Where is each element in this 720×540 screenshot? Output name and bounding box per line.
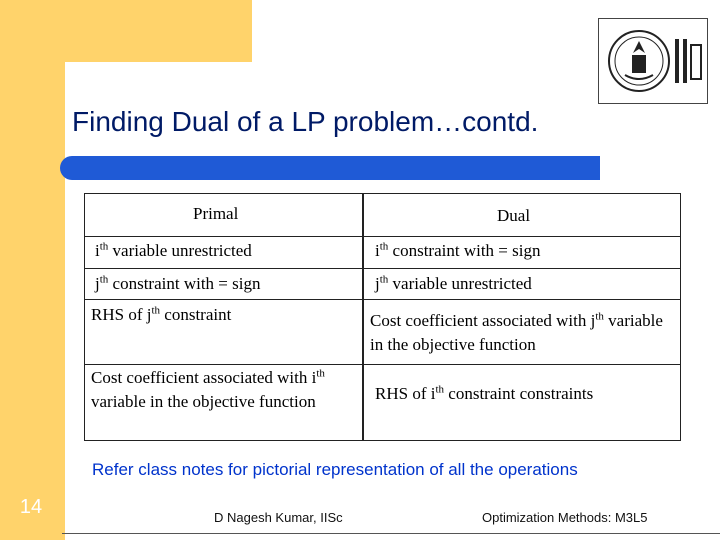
header-dual: Dual <box>497 206 531 225</box>
table-cell-primal: RHS of $j^{th}$ constraint <box>91 304 232 324</box>
table-cell-primal: $j^{th}$ constraint with = sign <box>95 273 261 293</box>
iisc-logo-icon <box>598 18 708 104</box>
row-divider <box>85 268 680 269</box>
row-divider <box>85 299 680 300</box>
page-number: 14 <box>19 496 43 518</box>
table-cell-primal: $i^{th}$ variable unrestricted <box>95 240 252 260</box>
table-cell-dual: Cost coefficient associated with $j^{th}$ variable in the objective function <box>370 310 663 354</box>
footer-author: D Nagesh Kumar, IISc <box>214 510 343 525</box>
slide-frame-left <box>0 0 65 540</box>
table-cell-dual: RHS of $i^{th}$ constraint constraints <box>375 383 594 403</box>
class-notes-reference: Refer class notes for pictorial representation of all the operations <box>92 460 578 479</box>
row-divider <box>85 364 680 365</box>
table-cell-primal: Cost coefficient associated with $i^{th}$ variable in the objective function <box>91 367 325 411</box>
row-divider <box>85 236 680 237</box>
primal-dual-table <box>84 193 681 441</box>
table-cell-dual: $j^{th}$ variable unrestricted <box>375 273 532 293</box>
accent-bar <box>60 156 600 180</box>
footer-course: Optimization Methods: M3L5 <box>482 510 648 525</box>
footer-divider <box>62 533 720 534</box>
column-divider <box>362 194 364 440</box>
header-primal: Primal <box>193 204 239 223</box>
table-cell-dual: $i^{th}$ constraint with = sign <box>375 240 541 260</box>
slide-title: Finding Dual of a LP problem…contd. <box>72 106 539 137</box>
slide-frame-top <box>0 0 252 62</box>
